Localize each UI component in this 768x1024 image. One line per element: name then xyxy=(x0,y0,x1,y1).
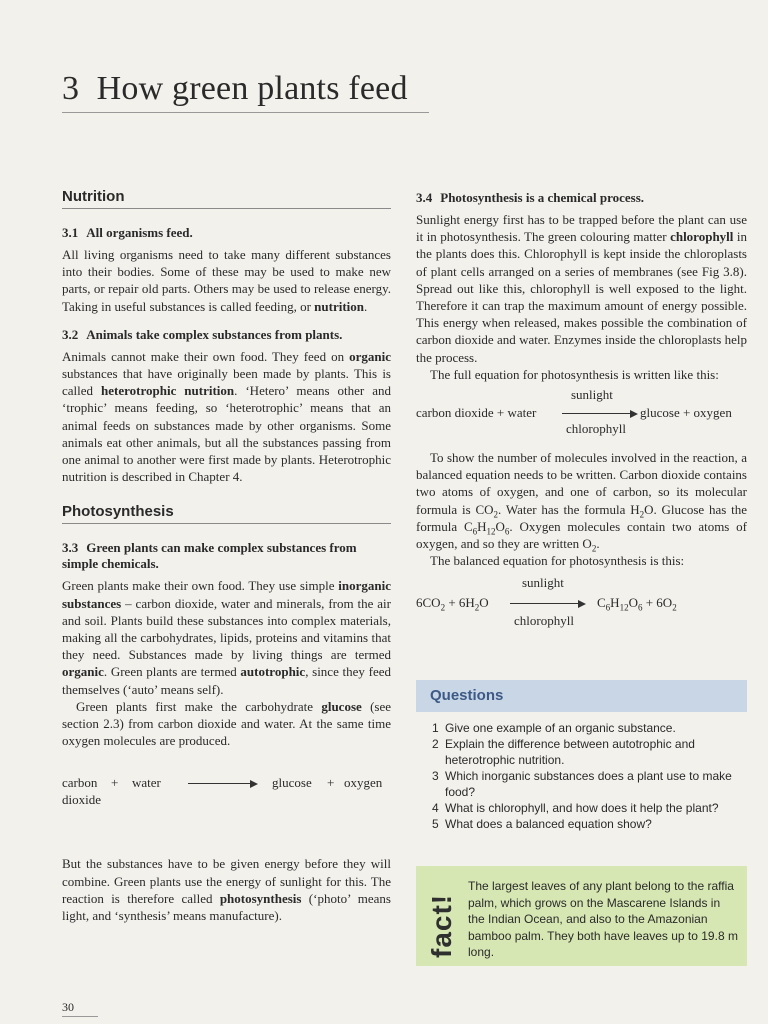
eq2-reactants: $6CO_2 + 6H_2O$ xyxy=(416,595,489,614)
subheading-3-3: 3.3 Green plants can make complex substances from simple chemicals. xyxy=(62,540,357,572)
question-item: 4 What is chlorophyll, and how does it help the plant? xyxy=(432,801,719,815)
eq-arrow xyxy=(188,783,250,784)
left-column xyxy=(62,188,391,936)
question-item: 5 What does a balanced equation show? xyxy=(432,817,652,831)
eq1-reactants: carbon dioxide + water xyxy=(416,405,537,421)
eq-oxygen: oxygen xyxy=(344,775,383,791)
section-heading-photosynthesis: Photosynthesis xyxy=(62,503,391,524)
eq1-arrow xyxy=(562,413,632,414)
eq2-sunlight: sunlight xyxy=(522,575,564,591)
eq-dioxide: dioxide xyxy=(62,792,101,808)
fact-label: fact! xyxy=(426,893,457,958)
eq1-sunlight: sunlight xyxy=(571,387,613,403)
questions-heading: Questions xyxy=(416,680,747,712)
paragraph-photosynthesis-energy: But the substances have to be given energy before they will combine. Green plants use the energy of sunlight for this. The reaction is therefore called photosynthesis (‘photo’ means light, and ‘synthesis’ means manufacture). xyxy=(62,856,391,924)
questions-box xyxy=(416,680,747,832)
paragraph-3-4: Sunlight energy first has to be trapped before the plant can use it in photosynthesis. The green colouring matter chlorophyll in the plants does this. Chlorophyll is kept inside the chloroplasts of plant cells arranged on a series of membranes (see Fig 3.8). Spread out like this, chlorophyll is well exposed to the light. Therefore it can trap the maximum amount of energy possible. This energy when released, makes possible the combination of carbon dioxide and water. Enzymes inside the chloroplasts help the process. xyxy=(416,212,747,365)
full-equation xyxy=(416,383,747,437)
eq1-chlorophyll: chlorophyll xyxy=(566,421,626,437)
section-heading-nutrition: Nutrition xyxy=(62,188,391,209)
chapter-title xyxy=(62,70,408,108)
eq2-products: $C_6H_{12}O_6 + 6O_2$ xyxy=(597,595,677,614)
page-number: 30 xyxy=(62,1000,74,1014)
question-item: 1 Give one example of an organic substance. xyxy=(432,721,676,735)
subheading-3-2: 3.2 Animals take complex substances from plants. xyxy=(62,326,343,342)
paragraph-full-equation-intro: The full equation for photosynthesis is written like this: xyxy=(430,366,719,382)
eq-plus: + xyxy=(111,775,119,791)
paragraph-3-1: All living organisms need to take many different substances into their bodies. Some of these may be used to make new parts, or repair old parts. Others may be used to release energy. Taking in useful substances is called feeding, or nutrition. xyxy=(62,247,391,314)
chapter-title-text: How green plants feed xyxy=(96,70,408,107)
eq-carbon: carbon xyxy=(62,775,98,791)
right-column xyxy=(416,190,747,629)
eq-water: water xyxy=(132,775,161,791)
paragraph-balanced-intro: The balanced equation for photosynthesis is this: xyxy=(430,553,685,569)
paragraph-balanced-explanation: To show the number of molecules involved in the reaction, a balanced equation needs to be written. Carbon dioxide contains two atoms of oxygen, and one of carbon, so its molecular formula is $CO_2$. Water has the formula $H_2O$. Glucose has the formula $C_6H_{12}O_6$. Oxygen molecules contain two atoms of oxygen, and so they are written $O_2$. xyxy=(416,450,748,554)
chapter-title-rule xyxy=(62,112,429,113)
question-item: 2 Explain the difference between autotrophic and heterotrophic nutrition. xyxy=(432,737,695,767)
word-equation xyxy=(62,775,391,821)
paragraph-3-3-glucose: Green plants first make the carbohydrate glucose (see section 2.3) from carbon dioxide and water. At the same time oxygen molecules are produced. xyxy=(62,698,391,749)
eq-arrow-head xyxy=(250,780,258,788)
question-item: 3 Which inorganic substances does a plant use to make food? xyxy=(432,769,732,799)
chapter-number: 3 xyxy=(62,70,80,107)
paragraph-3-2: Animals cannot make their own food. They feed on organic substances that have originally been made by plants. This is called heterotrophic nutrition. ‘Hetero’ means other and ‘trophic’ means feeding, so ‘heterotrophic’ means that an animal feeds on substances made by other organisms. Some animals eat other animals, but all the substances passing from one animal to another were first made by plants. Heterotrophic nutrition is described in Chapter 4. xyxy=(62,348,391,485)
paragraph-3-3: Green plants make their own food. They use simple inorganic substances – carbon dioxide, water and minerals, from the air and soil. Plants build these substances into complex materials, making all the carbohydrates, lipids, proteins and vitamins that they need. Substances made by living things are termed organic. Green plants are termed autotrophic, since they feed themselves (‘auto’ means self). xyxy=(62,578,391,697)
page-number-rule xyxy=(62,1016,98,1017)
eq1-products: glucose + oxygen xyxy=(640,405,732,421)
eq-glucose: glucose xyxy=(272,775,312,791)
questions-list xyxy=(416,720,747,832)
eq-plus-2: + xyxy=(327,775,335,791)
fact-box xyxy=(416,866,747,966)
subheading-3-1: 3.1 All organisms feed. xyxy=(62,225,193,240)
balanced-equation xyxy=(416,569,747,629)
fact-text: The largest leaves of any plant belong to the raffia palm, which grows on the Mascarene Islands in the Indian Ocean, and also to the Amazonian bamboo palm. They both have leaves up to 19.8 m long. xyxy=(468,879,738,959)
eq2-arrow-head xyxy=(578,600,586,608)
eq1-arrow-head xyxy=(630,410,638,418)
subheading-3-4: 3.4 Photosynthesis is a chemical process. xyxy=(416,190,645,205)
eq2-arrow xyxy=(510,603,580,604)
eq2-chlorophyll: chlorophyll xyxy=(514,613,574,629)
